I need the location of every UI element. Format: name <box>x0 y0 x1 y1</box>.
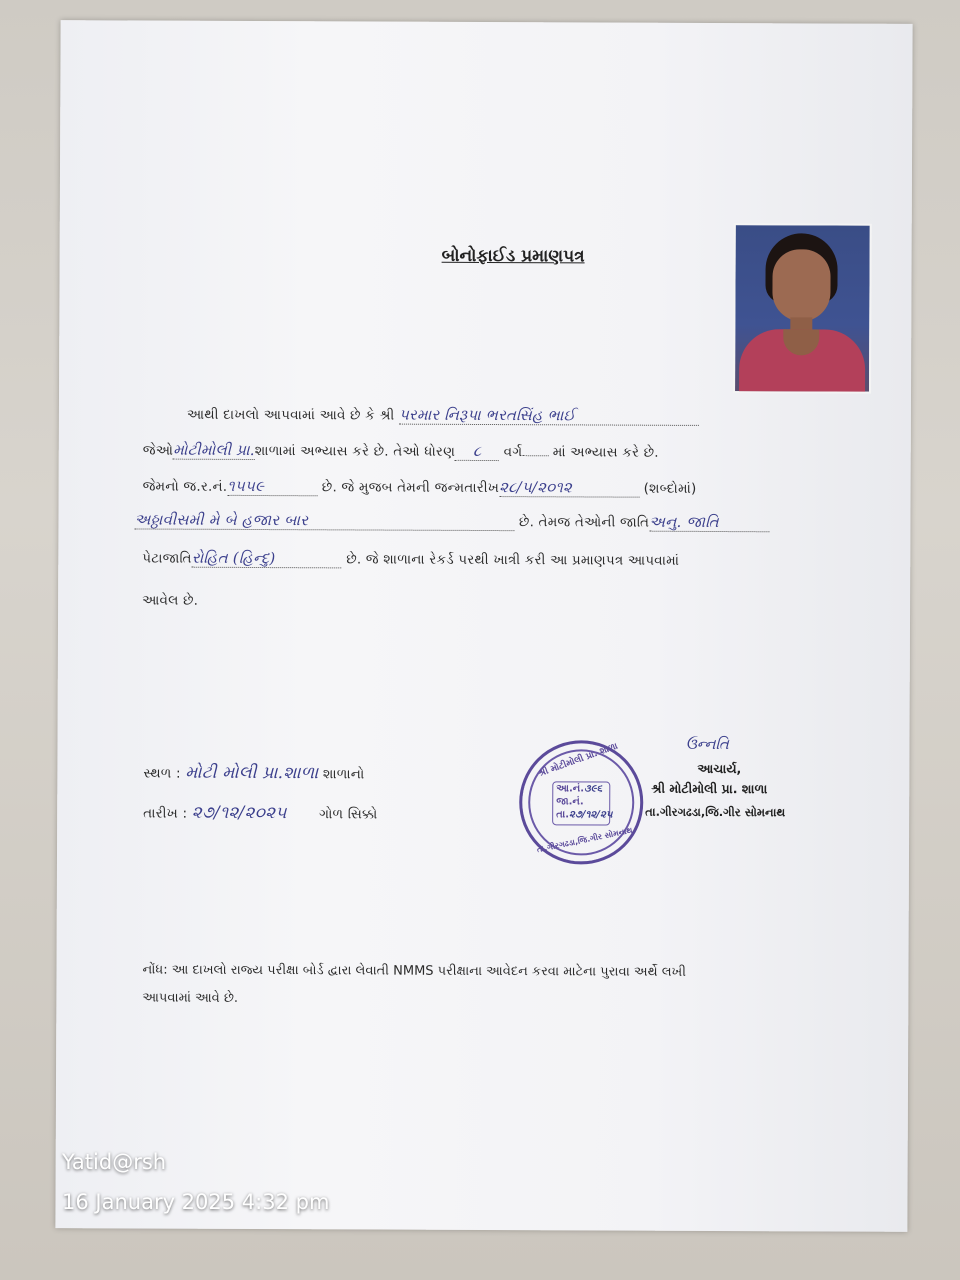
stamp-top-text: શ્રી મોટીમોલી પ્રા. શાળા <box>537 741 620 780</box>
line-3 <box>143 477 697 498</box>
class-blank <box>522 455 548 456</box>
principal-title: આચાર્ય, <box>697 760 742 777</box>
line2-mid: શાળામાં અભ્યાસ કરે છે. તેઓ ધોરણ <box>254 442 456 460</box>
place-label: સ્થળ : <box>143 765 181 782</box>
date-handwritten: ૨૭/૧૨/૨૦૨૫ <box>191 802 287 824</box>
birth-date-words: અઠ્ઠાવીસમી મે બે હજાર બાર <box>134 510 514 531</box>
overlay-timestamp: 16 January 2025 4:32 pm <box>62 1190 330 1214</box>
place-line <box>143 763 364 784</box>
caste: અનુ. જાતિ <box>649 513 769 533</box>
stamp-date-label: તા. <box>556 809 570 821</box>
stamp-inner-box <box>552 781 613 825</box>
school-round-seal <box>519 740 644 865</box>
line1-prefix: આથી દાખલો આપવામાં આવે છે કે શ્રી <box>186 406 395 424</box>
school-stamp-label: શાળાનો <box>322 766 365 783</box>
line-2 <box>143 441 659 462</box>
line-6: આવેલ છે. <box>142 592 199 609</box>
line-5 <box>142 549 679 570</box>
line-1 <box>187 405 699 426</box>
student-name: પરમાર નિરૂપા ભરતસિંહ ભાઈ <box>399 406 699 426</box>
date-line <box>143 803 377 824</box>
line3-mid: છે. જે મુજબ તેમની જન્મતારીખ <box>321 479 500 497</box>
overlay-user: Yatid@rsh <box>62 1150 167 1174</box>
line3-prefix: જેમનો જ.ર.નં. <box>142 478 228 495</box>
photo-face <box>772 249 830 321</box>
line2-suffix: માં અભ્યાસ કરે છે. <box>552 444 659 461</box>
birth-date: ૨૮/૫/૨૦૧૨ <box>499 478 639 498</box>
stamp-date-value: ૨૭/૧૨/૨૫ <box>569 809 613 821</box>
date-label: તારીખ : <box>143 805 188 822</box>
line2-prefix: જેઓ <box>142 442 174 459</box>
place-handwritten: મોટી મોલી પ્રા.શાળા <box>185 762 319 784</box>
stamp-inward-label: આ.નં. <box>556 783 585 795</box>
stamp-inner-line2: જા.નં. <box>556 796 584 808</box>
line-4 <box>134 510 769 532</box>
stamp-bottom-text: તા.ગીરગઢડા,જિ.ગીર સોમનાથ <box>536 825 634 855</box>
register-number: ૧૫૫૯ <box>227 477 317 496</box>
principal-address: તા.ગીરગઢડા,જિ.ગીર સોમનાથ <box>645 804 786 820</box>
stamp-inner-line1 <box>556 783 602 794</box>
round-seal-label: ગોળ સિક્કો <box>319 806 378 823</box>
note-line-1: નોંધ: આ દાખલો રાજ્ય પરીક્ષા બોર્ડ દ્વારા લેવાતી NMMS પરીક્ષાના આવેદન કરવા માટેના પુરાવા અર્થે લખી <box>142 962 687 980</box>
school-name-handwritten: મોટીમોલી પ્રા. <box>173 440 255 459</box>
note-line-2: આપવામાં આવે છે. <box>142 990 239 1006</box>
line5-prefix: પેટાજાતિ <box>142 550 192 567</box>
student-photo <box>733 223 872 394</box>
document-title: બોનોફાઈડ પ્રમાણપત્ર <box>441 245 585 267</box>
stamp-inward-no: ૩૯૬ <box>584 783 603 795</box>
line5-suffix: છે. જે શાળાના રેકર્ડ પરથી ખાત્રી કરી આ પ્રમાણપત્ર આપવામાં <box>346 551 680 569</box>
line2-class: વર્ગ <box>503 444 523 461</box>
line4-mid: છે. તેમજ તેઓની જાતિ <box>518 514 650 531</box>
line3-suffix: (શબ્દોમાં) <box>643 480 697 497</box>
certificate-paper <box>55 20 912 1232</box>
sub-caste: રોહિત (હિન્દુ) <box>192 549 342 569</box>
principal-signature: ઉન્નતિ <box>685 734 729 754</box>
stamp-inner-line3 <box>556 809 612 820</box>
principal-school: શ્રી મોટીમોલી પ્રા. શાળા <box>651 780 768 797</box>
standard-handwritten: ૮ <box>455 442 499 461</box>
